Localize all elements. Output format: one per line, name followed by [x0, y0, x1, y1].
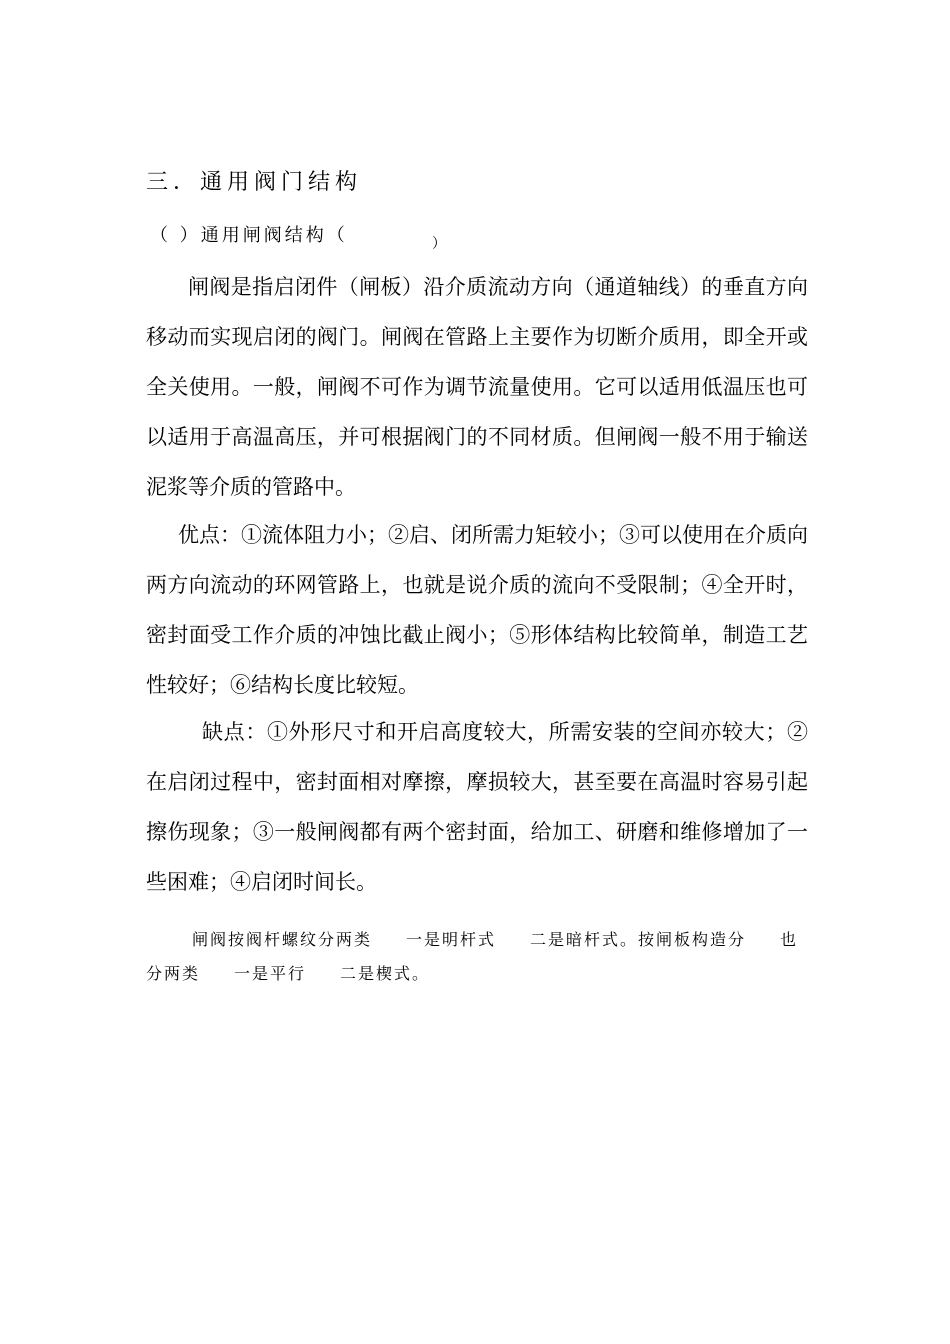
- subsection-close-paren: ）: [432, 236, 449, 252]
- intro-paragraph: 闸阀是指启闭件（闸板）沿介质流动方向（通道轴线）的垂直方向移动而实现启闭的阀门。闸阀在管路上主要作为切断介质用，即全开或全关使用。一般，闸阀不可作为调节流量使用。它可以适用低温压也可以适用于高温高压，并可根据阀门的不同材质。但闸阀一般不用于输送泥浆等介质的管路中。: [146, 275, 808, 499]
- subsection-title: （ ）通用闸阀结构（: [150, 225, 348, 246]
- classification-note: [146, 923, 808, 991]
- disadvantages-paragraph: 缺点：①外形尺寸和开启高度较大，所需安装的空间亦较大；②在启闭过程中，密封面相对摩擦，摩损较大，甚至要在高温时容易引起擦伤现象；③一般闸阀都有两个密封面，给加工、研磨和维修增加了一些困难；④启闭时间长。: [146, 720, 808, 894]
- advantages-paragraph: 优点：①流体阻力小；②启、闭所需力矩较小；③可以使用在介质向两方向流动的环网管路上，也就是说介质的流向不受限制；④全开时，密封面受工作介质的冲蚀比截止阀小；⑤形体结构比较简单，制造工艺性较好；⑥结构长度比较短。: [146, 523, 808, 697]
- section-heading: 三．通用阀门结构: [146, 170, 363, 195]
- note-part-1: 闸阀按阀杆螺纹分两类: [192, 930, 373, 949]
- note-part-4: 也分两类: [146, 930, 799, 983]
- note-part-3: 二是暗杆式。按闸板构造分: [530, 930, 747, 949]
- subsection-heading: [150, 221, 449, 252]
- note-part-5: 一是平行: [234, 964, 307, 983]
- note-part-6: 二是楔式。: [340, 964, 431, 983]
- note-part-2: 一是明杆式: [406, 930, 497, 949]
